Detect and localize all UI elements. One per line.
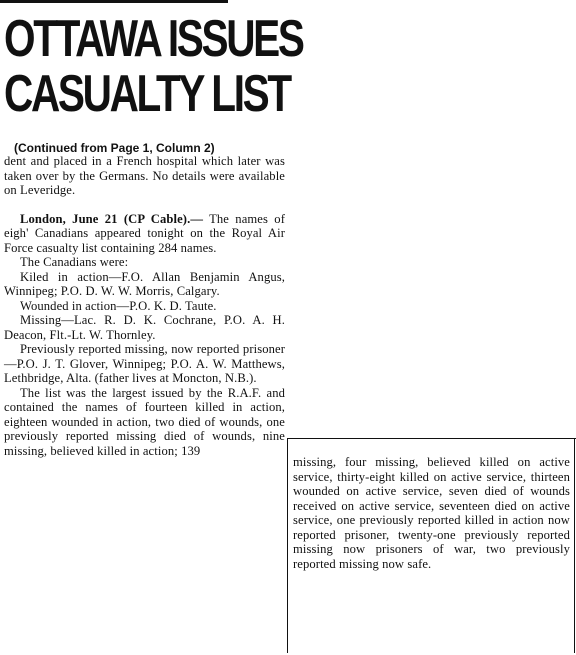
paragraph-wounded: Wounded in action—P.O. K. D. Taute.: [20, 298, 217, 313]
dateline: London, June 21 (CP Cable).—: [20, 211, 204, 226]
column-divider: [287, 438, 288, 653]
headline-line-1: OTTAWA ISSUES: [4, 10, 303, 68]
headline-line-2: CASUALTY LIST: [4, 65, 290, 123]
top-rule: [0, 0, 228, 3]
paragraph-missing: Missing—Lac. R. D. K. Cochrane, P.O. A. H. Deacon, Flt.-Lt. W. Thornley.: [4, 313, 285, 342]
column-top-rule: [287, 438, 576, 439]
paragraph-canadians: The Canadians were:: [20, 255, 129, 269]
column-right-rule: [574, 438, 575, 653]
paragraph-prisoner: Previously reported missing, now reported prisoner—P.O. J. T. Glover, Winnipeg; P.O. A. W. Matthews, Lethbridge, Alta. (father lives at Moncton, N.B.).: [4, 342, 285, 385]
continued-note: (Continued from Page 1, Column 2): [14, 141, 215, 155]
dateline-text: The names of eigh' Canadians appeared tonight on the Royal Air Force casualty list containing 284 names.: [4, 211, 285, 255]
paragraph-continued-list: missing, four missing, believed killed on active service, thirty-eight killed on active service, thirteen wounded on active service, seven died of wounds received on active service, seventeen died on active service, one previously reported killed in action now reported prisoner, twenty-one previously reported missing now prisoners of war, two previously reported missing now safe.: [293, 455, 570, 571]
headline: [4, 10, 303, 123]
article-column-2: [293, 455, 570, 571]
article-column-1: [4, 154, 285, 458]
paragraph-list-summary: The list was the largest issued by the R.A.F. and contained the names of fourteen killed in action, eighteen wounded in action, two died of wounds, one previously reported missing died of wounds, nine missing, believed killed in action; 139: [4, 385, 285, 458]
paragraph-continuation: dent and placed in a French hospital which later was taken over by the Germans. No details were available on Leveridge.: [4, 154, 285, 197]
paragraph-killed: Kiled in action—F.O. Allan Benjamin Angus, Winnipeg; P.O. D. W. W. Morris, Calgary.: [4, 269, 285, 298]
paragraph-dateline: [4, 212, 285, 256]
